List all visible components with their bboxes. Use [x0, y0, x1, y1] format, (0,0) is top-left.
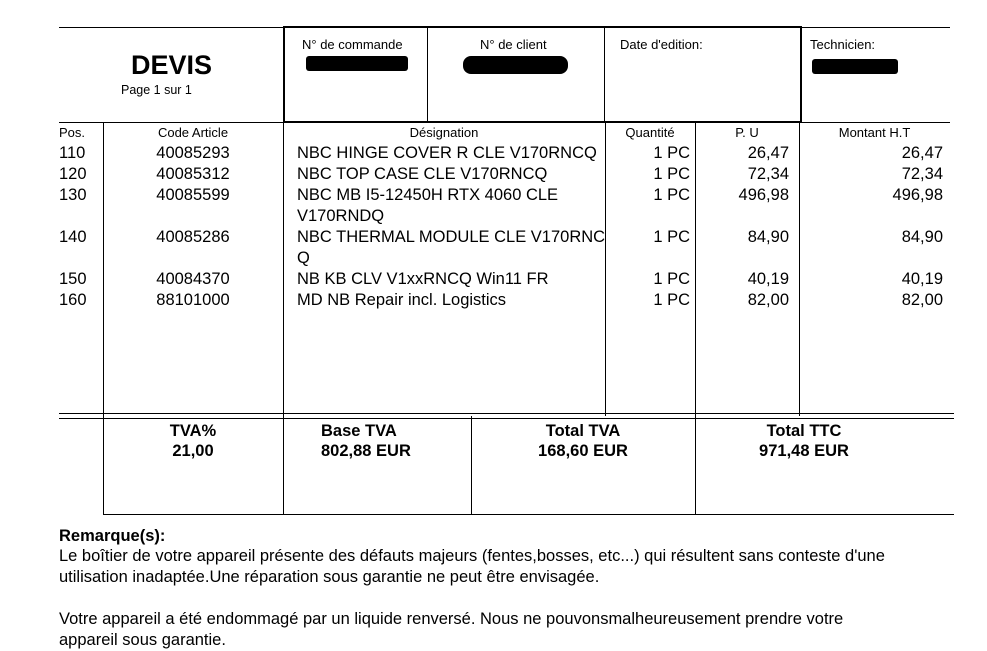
row-designation: NBC THERMAL MODULE CLE V170RNC	[297, 228, 606, 246]
header-top-rule	[59, 27, 284, 28]
technician-label: Technicien:	[810, 37, 876, 52]
remarks-line: appareil sous garantie.	[59, 631, 226, 649]
col-header-code: Code Article	[157, 125, 229, 140]
page-indicator: Page 1 sur 1	[121, 83, 192, 97]
row-unit-price: 26,47	[747, 144, 789, 162]
client-number-label: N° de client	[480, 37, 547, 52]
row-designation: NBC TOP CASE CLE V170RNCQ	[297, 165, 548, 183]
totals-bottom-rule	[103, 514, 954, 515]
remarks-line: utilisation inadaptée.Une réparation sous garantie ne peut être envisagée.	[59, 568, 600, 586]
tva-percent-value: 21,00	[172, 442, 214, 460]
row-pos: 110	[59, 144, 86, 162]
row-code: 40085286	[156, 228, 230, 246]
edition-date-label: Date d'edition:	[620, 37, 703, 52]
row-pos: 140	[59, 228, 87, 246]
row-quantity: 1 PC	[653, 144, 690, 162]
technician-redaction	[812, 59, 898, 74]
row-designation: MD NB Repair incl. Logistics	[297, 291, 507, 309]
base-tva-value: 802,88 EUR	[321, 442, 411, 460]
row-amount: 82,00	[901, 291, 943, 309]
document-title: DEVIS	[131, 50, 213, 80]
col-header-designation: Désignation	[409, 125, 479, 140]
row-amount: 40,19	[901, 270, 943, 288]
row-code: 40085599	[156, 186, 230, 204]
row-unit-price: 72,34	[747, 165, 789, 183]
remarks-line: Votre appareil a été endommagé par un liquide renversé. Nous ne pouvonsmalheureusement prendre votre	[59, 610, 844, 628]
row-code: 40085312	[156, 165, 230, 183]
row-designation: NBC HINGE COVER R CLE V170RNCQ	[297, 144, 597, 162]
row-quantity: 1 PC	[653, 165, 690, 183]
row-pos: 120	[59, 165, 87, 183]
row-amount: 26,47	[901, 144, 943, 162]
row-quantity: 1 PC	[653, 291, 690, 309]
row-designation-cont: V170RNDQ	[297, 207, 385, 225]
row-pos: 130	[59, 186, 87, 204]
client-number-redaction	[463, 56, 568, 74]
row-quantity: 1 PC	[653, 270, 690, 288]
total-ttc-value: 971,48 EUR	[759, 442, 849, 460]
row-unit-price: 82,00	[747, 291, 789, 309]
row-pos: 160	[59, 291, 87, 309]
base-tva-label: Base TVA	[321, 422, 397, 440]
col-header-pos: Pos.	[59, 125, 86, 140]
row-amount: 72,34	[901, 165, 943, 183]
order-number-label: N° de commande	[302, 37, 403, 52]
row-amount: 84,90	[901, 228, 943, 246]
row-designation-cont: Q	[297, 249, 310, 267]
row-unit-price: 40,19	[747, 270, 789, 288]
col-header-quantity: Quantité	[625, 125, 675, 140]
row-unit-price: 84,90	[747, 228, 789, 246]
remarks-line: Le boîtier de votre appareil présente des défauts majeurs (fentes,bosses, etc...) qui résultent sans conteste d'une	[59, 547, 885, 565]
row-quantity: 1 PC	[653, 186, 690, 204]
row-quantity: 1 PC	[653, 228, 690, 246]
row-designation: NB KB CLV V1xxRNCQ Win11 FR	[297, 270, 549, 288]
col-divider-code	[283, 122, 284, 514]
remarks-title: Remarque(s):	[59, 527, 166, 545]
row-designation: NBC MB I5-12450H RTX 4060 CLE	[297, 186, 559, 204]
totals-double-rule-bottom	[59, 418, 954, 419]
row-unit-price: 496,98	[738, 186, 789, 204]
row-code: 88101000	[156, 291, 230, 309]
col-header-amount: Montant H.T	[838, 125, 911, 140]
tva-percent-label: TVA%	[169, 422, 217, 440]
order-box-divider-2	[604, 27, 605, 122]
row-code: 40084370	[156, 270, 230, 288]
row-amount: 496,98	[892, 186, 943, 204]
total-tva-value: 168,60 EUR	[538, 442, 628, 460]
order-number-redaction	[306, 56, 408, 71]
order-box-divider-1	[427, 27, 428, 122]
header-top-rule-right	[800, 27, 950, 28]
total-ttc-label: Total TTC	[766, 422, 842, 440]
row-pos: 150	[59, 270, 87, 288]
col-header-unit-price: P. U	[735, 125, 759, 140]
totals-double-rule-top	[59, 413, 954, 414]
row-code: 40085293	[156, 144, 230, 162]
table-top-rule	[59, 122, 950, 123]
total-tva-label: Total TVA	[545, 422, 621, 440]
